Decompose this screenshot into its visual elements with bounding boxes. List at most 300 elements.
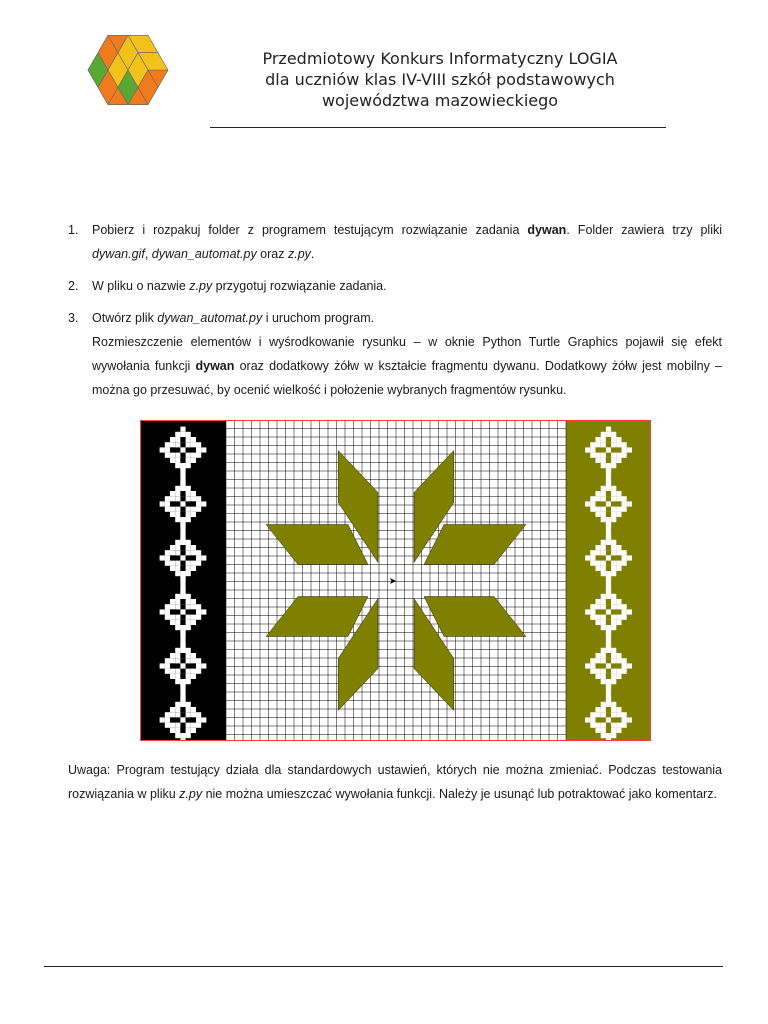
motif-cell [165,555,170,560]
filename: dywan.gif [92,247,145,261]
motif-cell [180,643,185,648]
motif-cell [606,669,611,674]
motif-cell [601,620,606,625]
motif-cell [175,679,180,684]
note-paragraph [68,758,722,806]
motif-cell [585,555,590,560]
motif-cell [180,545,185,550]
motif-cell [175,463,180,468]
motif-cell [180,561,185,566]
motif-cell [611,733,616,738]
motif-cell [180,517,185,522]
motif-cell [596,491,601,496]
motif-cell [196,496,201,501]
bold-run: dywan [195,359,235,373]
motif-dot [186,550,191,555]
text-run: nie można umieszczać wywołania funkcji. Należy je usunąć lub potraktować jako komentarz. [202,787,717,801]
motif-cell [606,481,611,486]
motif-cell [601,545,606,550]
motif-cell [196,442,201,447]
motif-cell [180,712,185,717]
motif-cell [165,712,170,717]
logia-logo [82,30,174,110]
motif-cell [585,663,590,668]
motif-cell [175,702,180,707]
motif-cell [170,491,175,496]
motif-cell [590,507,595,512]
motif-cell [611,648,616,653]
motif-cell [160,717,165,722]
motif-cell [186,702,191,707]
motif-cell [616,437,621,442]
motif-cell [601,517,606,522]
motif-cell [175,674,180,679]
motif-cell [606,712,611,717]
motif-cell [590,555,595,560]
motif-cell [585,717,590,722]
motif-cell [627,501,632,506]
motif-cell [611,707,616,712]
motif-dot [601,712,606,717]
motif-cell [180,453,185,458]
header-line-1: Przedmiotowy Konkurs Informatyczny LOGIA [262,49,618,68]
motif-cell [191,545,196,550]
motif-cell [186,545,191,550]
motif-cell [596,550,601,555]
motif-cell [606,733,611,738]
motif-cell [175,447,180,452]
motif-cell [606,540,611,545]
motif-cell [175,566,180,571]
motif-cell [590,669,595,674]
motif-cell [191,507,196,512]
motif-cell [175,545,180,550]
motif-cell [596,674,601,679]
motif-cell [622,669,627,674]
motif-cell [611,437,616,442]
motif-cell [616,442,621,447]
motif-cell [170,507,175,512]
motif-cell [611,540,616,545]
motif-cell [180,491,185,496]
motif-cell [186,566,191,571]
motif-cell [601,432,606,437]
motif-cell [611,625,616,630]
motif-cell [590,717,595,722]
text-run: przygotuj rozwiązanie zadania. [212,279,387,293]
motif-cell [611,517,616,522]
motif-cell [596,653,601,658]
motif-cell [622,712,627,717]
motif-cell [622,496,627,501]
motif-cell [186,458,191,463]
motif-cell [601,674,606,679]
motif-cell [596,604,601,609]
motif-cell [175,540,180,545]
motif-cell [201,501,206,506]
motif-cell [180,728,185,733]
motif-cell [191,674,196,679]
motif-dot [601,658,606,663]
motif-cell [596,669,601,674]
motif-cell [196,447,201,452]
motif-cell [606,599,611,604]
header-divider [210,127,666,128]
motif-cell [175,594,180,599]
motif-cell [611,728,616,733]
motif-cell [180,697,185,702]
motif-cell [596,609,601,614]
motif-cell [606,486,611,491]
motif-cell [622,507,627,512]
motif-cell [180,463,185,468]
motif-cell [175,707,180,712]
motif-cell [180,684,185,689]
motif-cell [191,550,196,555]
motif-dot [611,453,616,458]
motif-cell [622,447,627,452]
motif-cell [186,733,191,738]
motif-cell [601,566,606,571]
motif-cell [606,674,611,679]
motif-cell [186,599,191,604]
motif-cell [606,437,611,442]
motif-cell [165,604,170,609]
motif-cell [170,712,175,717]
motif-cell [616,609,621,614]
motif-cell [606,594,611,599]
motif-cell [611,432,616,437]
motif-cell [180,702,185,707]
text-run: Rozmieszczenie elementów i wyśrodkowanie rysunku – w oknie Python Turtle Graphics pojawił się efekt wywołania funkcji [92,335,722,373]
motif-cell [606,643,611,648]
motif-cell [170,437,175,442]
motif-dot [175,442,180,447]
motif-dot [186,604,191,609]
rug-figure [140,420,651,741]
motif-cell [616,663,621,668]
motif-cell [180,653,185,658]
motif-cell [585,447,590,452]
motif-cell [180,501,185,506]
motif-cell [191,566,196,571]
motif-cell [191,615,196,620]
motif-cell [596,728,601,733]
motif-cell [596,555,601,560]
filename: z.py [189,279,213,293]
motif-cell [191,712,196,717]
motif-cell [611,486,616,491]
motif-cell [611,491,616,496]
motif-cell [165,550,170,555]
motif-cell [180,707,185,712]
motif-cell [616,728,621,733]
motif-cell [170,550,175,555]
motif-dot [611,669,616,674]
motif-cell [590,501,595,506]
motif-cell [611,679,616,684]
motif-cell [180,679,185,684]
motif-dot [175,550,180,555]
motif-cell [611,447,616,452]
motif-cell [196,615,201,620]
motif-cell [180,427,185,432]
motif-cell [191,653,196,658]
motif-cell [601,447,606,452]
motif-cell [601,653,606,658]
motif-cell [160,555,165,560]
motif-dot [601,723,606,728]
motif-cell [165,501,170,506]
motif-cell [175,609,180,614]
motif-cell [627,663,632,668]
motif-cell [175,517,180,522]
motif-cell [196,609,201,614]
motif-cell [175,733,180,738]
motif-cell [601,486,606,491]
motif-dot [175,604,180,609]
motif-cell [186,679,191,684]
motif-cell [186,717,191,722]
motif-cell [170,658,175,663]
motif-cell [601,599,606,604]
motif-cell [196,604,201,609]
motif-cell [606,663,611,668]
motif-cell [170,604,175,609]
motif-cell [622,717,627,722]
motif-cell [596,561,601,566]
motif-cell [606,620,611,625]
motif-cell [606,517,611,522]
motif-cell [191,453,196,458]
motif-cell [590,453,595,458]
motif-dot [601,507,606,512]
motif-dot [186,453,191,458]
motif-cell [186,594,191,599]
motif-cell [180,630,185,635]
list-item [68,218,722,266]
motif-cell [596,663,601,668]
motif-cell [616,707,621,712]
motif-cell [196,658,201,663]
motif-cell [596,501,601,506]
motif-cell [596,545,601,550]
motif-cell [616,496,621,501]
motif-cell [191,491,196,496]
motif-cell [606,566,611,571]
motif-cell [180,589,185,594]
motif-cell [186,674,191,679]
motif-cell [180,658,185,663]
motif-dot [186,561,191,566]
motif-dot [611,723,616,728]
text-run: oraz dodatkowy żółw w kształcie fragmentu dywanu. Dodatkowy żółw jest mobilny – można go przesuwać, by ocenić wielkość i położenie wybranych fragmentów rysunku. [92,359,722,397]
motif-cell [180,507,185,512]
motif-cell [165,723,170,728]
motif-cell [191,501,196,506]
motif-dot [601,496,606,501]
motif-cell [611,566,616,571]
list-item [68,274,722,298]
motif-cell [175,491,180,496]
motif-cell [606,496,611,501]
motif-cell [601,733,606,738]
bold-run: dywan [527,223,567,237]
motif-cell [616,545,621,550]
motif-cell [596,458,601,463]
motif-cell [170,707,175,712]
motif-cell [175,486,180,491]
motif-cell [596,712,601,717]
motif-dot [601,453,606,458]
motif-cell [180,447,185,452]
motif-cell [627,609,632,614]
motif-cell [611,717,616,722]
motif-dot [186,507,191,512]
step-text [92,306,722,402]
motif-cell [191,728,196,733]
motif-cell [616,674,621,679]
motif-cell [170,728,175,733]
motif-cell [180,522,185,527]
motif-cell [596,723,601,728]
header-line-3: województwa mazowieckiego [321,91,559,110]
motif-cell [611,501,616,506]
motif-cell [606,697,611,702]
motif-cell [622,550,627,555]
instruction-list [68,218,722,410]
motif-cell [616,615,621,620]
motif-cell [180,458,185,463]
motif-cell [170,599,175,604]
motif-cell [191,496,196,501]
motif-cell [606,432,611,437]
motif-cell [616,723,621,728]
motif-cell [606,615,611,620]
text-run: Pobierz i rozpakuj folder z programem testującym rozwiązanie zadania [92,223,528,237]
motif-cell [165,447,170,452]
motif-cell [186,663,191,668]
motif-cell [196,717,201,722]
motif-cell [601,702,606,707]
motif-cell [165,507,170,512]
motif-cell [606,684,611,689]
motif-cell [180,576,185,581]
motif-cell [601,717,606,722]
motif-cell [585,501,590,506]
motif-cell [606,653,611,658]
motif-cell [180,648,185,653]
motif-dot [611,561,616,566]
motif-cell [606,707,611,712]
motif-dot [611,442,616,447]
motif-cell [606,427,611,432]
motif-cell [611,599,616,604]
motif-cell [606,463,611,468]
motif-cell [170,442,175,447]
motif-cell [170,717,175,722]
motif-cell [611,609,616,614]
motif-cell [596,442,601,447]
motif-cell [596,453,601,458]
motif-cell [601,458,606,463]
motif-cell [601,663,606,668]
motif-cell [186,728,191,733]
motif-cell [180,620,185,625]
motif-cell [191,458,196,463]
motif-dot [611,712,616,717]
motif-dot [175,712,180,717]
motif-cell [170,496,175,501]
motif-cell [196,669,201,674]
motif-cell [622,604,627,609]
motif-cell [606,717,611,722]
motif-dot [175,723,180,728]
step-number: 2. [68,279,79,293]
motif-cell [191,599,196,604]
motif-cell [606,571,611,576]
motif-cell [201,447,206,452]
text-run: . Folder zawiera trzy pliki [566,223,722,237]
motif-cell [606,728,611,733]
motif-cell [180,594,185,599]
motif-cell [585,609,590,614]
text-run: Uwaga: Program testujący działa dla standardowych ustawień, których nie można zmieniać. Podczas testowania rozwiązania w pliku [68,763,722,801]
motif-cell [186,512,191,517]
motif-cell [186,486,191,491]
filename: dywan_automat.py [157,311,263,325]
motif-cell [186,463,191,468]
motif-cell [180,442,185,447]
step-text [92,218,722,266]
motif-cell [180,555,185,560]
motif-cell [191,442,196,447]
motif-cell [201,555,206,560]
motif-dot [601,604,606,609]
motif-cell [606,604,611,609]
motif-cell [196,561,201,566]
motif-cell [191,561,196,566]
motif-cell [191,609,196,614]
motif-cell [180,437,185,442]
motif-cell [627,717,632,722]
motif-cell [175,648,180,653]
motif-cell [170,620,175,625]
motif-cell [201,717,206,722]
motif-cell [601,679,606,684]
motif-cell [596,447,601,452]
motif-cell [590,615,595,620]
text-run: i uruchom program. [262,311,375,325]
motif-dot [175,669,180,674]
motif-cell [170,669,175,674]
motif-cell [611,702,616,707]
motif-cell [606,561,611,566]
motif-cell [616,561,621,566]
motif-cell [616,620,621,625]
motif-cell [180,599,185,604]
motif-cell [611,545,616,550]
motif-cell [627,447,632,452]
motif-cell [196,712,201,717]
motif-cell [180,540,185,545]
motif-cell [160,663,165,668]
motif-cell [601,571,606,576]
motif-cell [606,507,611,512]
motif-cell [601,501,606,506]
motif-cell [601,728,606,733]
motif-cell [180,566,185,571]
